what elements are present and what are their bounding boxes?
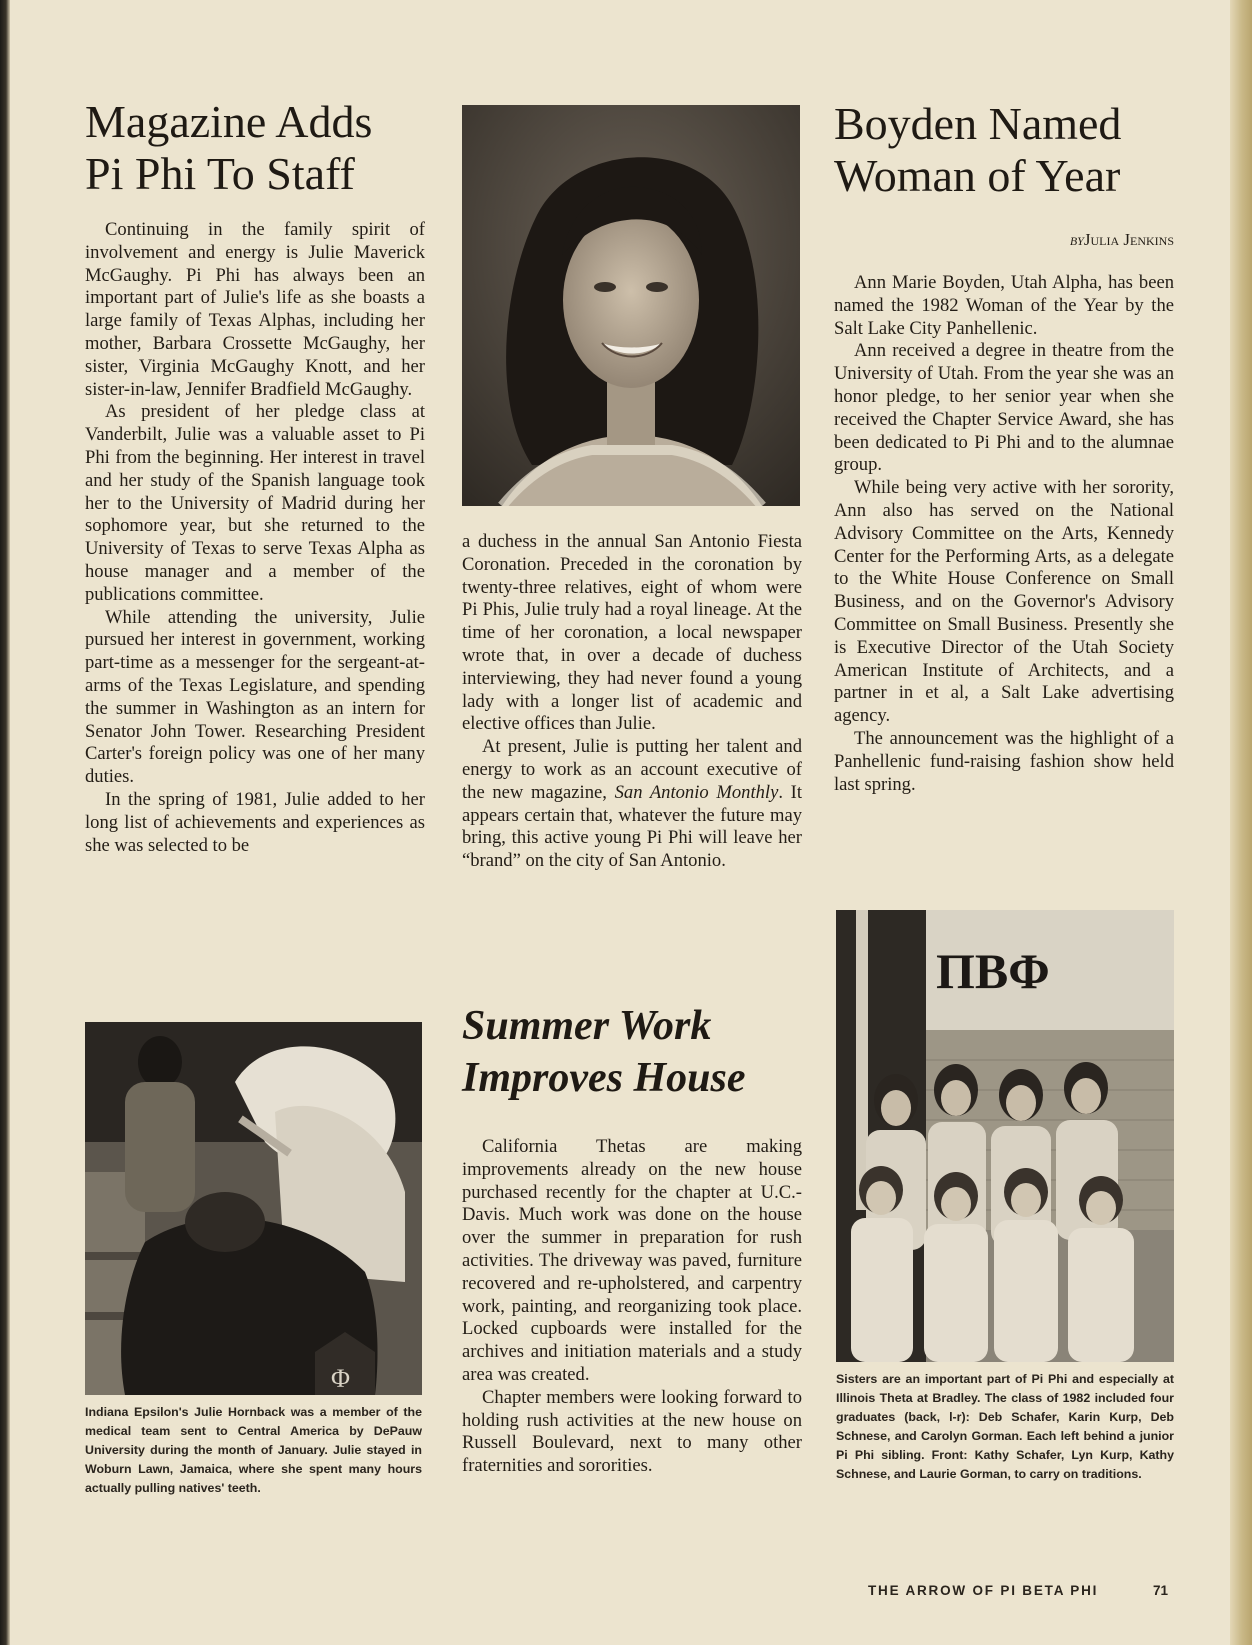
paragraph: Ann Marie Boyden, Utah Alpha, has been named the 1982 Woman of the Year by the Salt Lake City Panhellenic. <box>834 272 1174 339</box>
paragraph: While being very active with her sorority, Ann also has served on the National Advisory Committee on the Arts, Kennedy Center for the Performing Arts, as a delegate to the White House Conference on Small Business, and on the Governor's Advisory Committee on Small Business. Presently she is Executive Director of the Utah Society American Institute of Architects, and a partner in et al, a Salt Lake advertising agency. <box>834 477 1174 727</box>
page-edge-left <box>0 0 10 1645</box>
medical-team-caption: Indiana Epsilon's Julie Hornback was a member of the medical team sent to Central America by DePauw University during the month of January. Julie stayed in Woburn Lawn, Jamaica, where she spent many hours actually pulling natives' teeth. <box>85 1405 422 1495</box>
paragraph: California Thetas are making improvements already on the new house purchased recently for the chapter at U.C.-Davis. Much work was done on the house over the summer in preparation for rush activities. The driveway was paved, furniture recovered and re-upholstered, and carpentry work, painting, and reorganizing took place. Locked cupboards were installed for the archives and initiation materials and a study area was created. <box>462 1136 802 1385</box>
publication-name: THE ARROW OF PI BETA PHI <box>868 1583 1099 1598</box>
title-line-1: Summer Work <box>462 1003 712 1049</box>
sisters-photo <box>836 910 1174 1362</box>
article-summer-work-body <box>462 1136 802 1478</box>
paragraph: Continuing in the family spirit of involvement and energy is Julie Maverick McGaughy. Pi Phi has always been an important part of Julie's life as she boasts a large family of Texas Alphas, including her mother, Barbara Crossette McGaughy, her sister, Virginia McGaughy Knott, and her sister-in-law, Jennifer Bradfield McGaughy. <box>85 219 425 400</box>
paragraph-text: . It appears certain that, whatever the future may bring, this active young Pi Phi will leave her “brand” on the city of San Antonio. <box>462 781 803 872</box>
title-line-1: Magazine Adds <box>85 96 373 147</box>
byline <box>834 230 1174 250</box>
page-footer <box>868 1583 1168 1598</box>
article-summer-work <box>462 1000 802 1478</box>
paragraph: While attending the university, Julie pursued her interest in government, working part-time as a messenger for the sergeant-at-arms of the Texas Legislature, and spending the summer in Washington as an intern for Senator John Tower. Researching President Carter's foreign policy was one of her many duties. <box>85 606 425 788</box>
article-boyden-body <box>834 272 1174 796</box>
article-magazine-body <box>85 219 425 857</box>
page-edge-right <box>1230 0 1252 1645</box>
shirt-letter: Φ <box>331 1364 351 1393</box>
paragraph: a duchess in the annual San Antonio Fiesta Coronation. Preceded in the coronation by twenty-three relatives, eight of whom were Pi Phis, Julie truly had a royal lineage. At the time of her coronation, a local newspaper wrote that, in over a decade of duchess interviewing, they had never found a young lady with a longer list of academic and elective offices than Julie. <box>462 531 802 735</box>
paragraph: Ann received a degree in theatre from the University of Utah. From the year she was an honor pledge, to her senior year when she received the Chapter Service Award, she has been dedicated to Pi Phi and to the alumnae group. <box>834 340 1174 476</box>
sisters-photo-graphic <box>836 910 1174 1362</box>
paragraph: In the spring of 1981, Julie added to her long list of achievements and experiences as she was selected to be <box>85 788 425 856</box>
article-magazine-continued <box>462 531 802 873</box>
title-line-2: Pi Phi To Staff <box>85 148 355 199</box>
paragraph-text: At present, Julie is putting her talent and energy to work as an account executive of the new magazine, <box>462 736 802 803</box>
article-magazine <box>85 96 425 857</box>
medical-team-photo-graphic <box>85 1022 422 1395</box>
paragraph: As president of her pledge class at Vanderbilt, Julie was a valuable asset to Pi Phi from the beginning. Her interest in travel and her study of the Spanish language took her to the University of Madrid during her sophomore year, but she returned to the University of Texas to serve Texas Alpha as house manager and a member of the publications committee. <box>85 401 425 605</box>
magazine-name: San Antonio Monthly <box>614 781 779 803</box>
byline-name: Julia Jenkins <box>1083 230 1174 249</box>
byline-prefix: by <box>1069 230 1084 249</box>
portrait-photo-graphic <box>462 105 800 506</box>
article-summer-work-title <box>462 1000 802 1104</box>
title-line-2: Improves House <box>462 1055 746 1101</box>
sisters-caption: Sisters are an important part of Pi Phi and especially at Illinois Theta at Bradley. The class of 1982 included four graduates (back, l-r): Deb Schafer, Karin Kurp, Deb Schnese, and Carolyn Gorman. Each left behind a junior Pi Phi sibling. Front: Kathy Schafer, Lyn Kurp, Kathy Schnese, and Laurie Gorman, to carry on traditions. <box>836 1372 1174 1481</box>
article-boyden-title <box>834 98 1174 202</box>
portrait-photo <box>462 105 800 506</box>
medical-team-photo <box>85 1022 422 1395</box>
article-magazine-title <box>85 96 425 200</box>
title-line-2: Woman of Year <box>834 150 1121 201</box>
sign-letters: ΠΒΦ <box>936 943 1050 999</box>
title-line-1: Boyden Named <box>834 98 1122 149</box>
article-boyden <box>834 98 1174 796</box>
paragraph: The announcement was the highlight of a Panhellenic fund-raising fashion show held last spring. <box>834 727 1174 795</box>
paragraph: Chapter members were looking forward to holding rush activities at the new house on Russell Boulevard, next to many other fraternities and sororities. <box>462 1386 802 1477</box>
page-number: 71 <box>1152 1583 1168 1598</box>
paragraph <box>462 736 802 873</box>
